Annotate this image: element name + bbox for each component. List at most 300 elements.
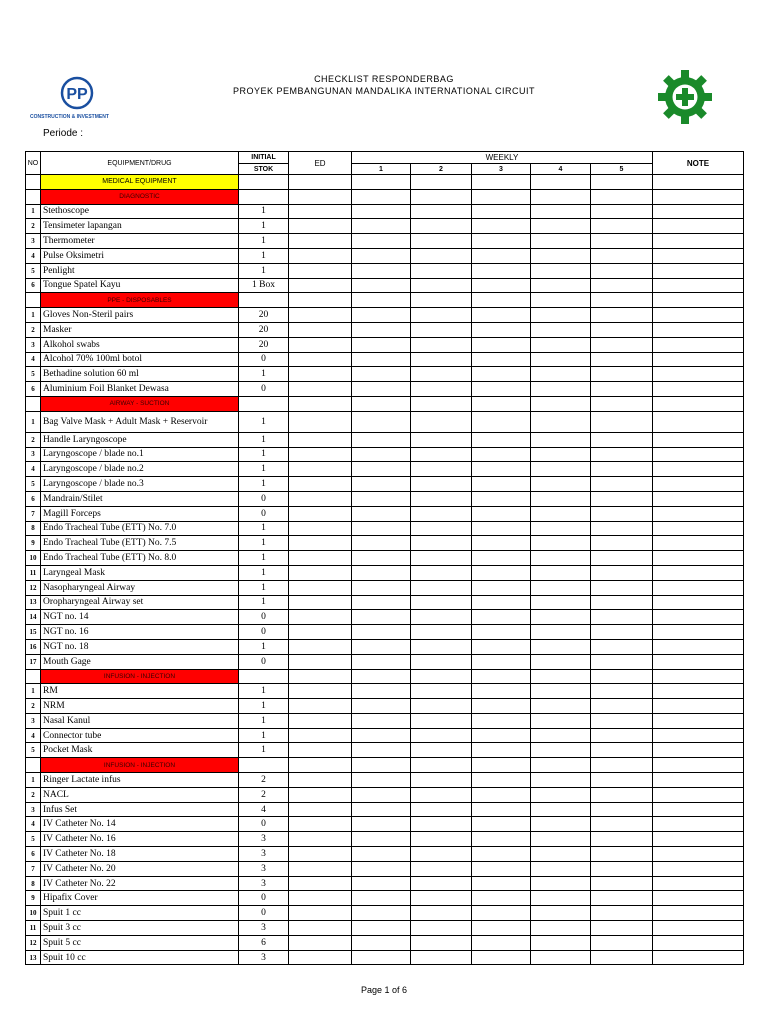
week-2-cell[interactable] xyxy=(411,891,472,906)
ed-cell[interactable] xyxy=(289,654,352,669)
ed-cell[interactable] xyxy=(289,802,352,817)
week-3-cell[interactable] xyxy=(472,891,531,906)
week-2-cell[interactable] xyxy=(411,278,472,293)
week-4-cell[interactable] xyxy=(531,580,591,595)
week-3-cell[interactable] xyxy=(472,308,531,323)
ed-cell[interactable] xyxy=(289,950,352,965)
note-cell[interactable] xyxy=(653,861,744,876)
week-3-cell[interactable] xyxy=(472,684,531,699)
note-cell[interactable] xyxy=(653,935,744,950)
week-2-cell[interactable] xyxy=(411,654,472,669)
week-2-cell[interactable] xyxy=(411,610,472,625)
week-1-cell[interactable] xyxy=(352,610,411,625)
week-4-cell[interactable] xyxy=(531,521,591,536)
week-3-cell[interactable] xyxy=(472,625,531,640)
week-5-cell[interactable] xyxy=(591,847,653,862)
ed-cell[interactable] xyxy=(289,610,352,625)
week-4-cell[interactable] xyxy=(531,861,591,876)
week-3-cell[interactable] xyxy=(472,506,531,521)
week-1-cell[interactable] xyxy=(352,477,411,492)
week-3-cell[interactable] xyxy=(472,950,531,965)
week-2-cell[interactable] xyxy=(411,551,472,566)
week-3-cell[interactable] xyxy=(472,876,531,891)
ed-cell[interactable] xyxy=(289,817,352,832)
week-5-cell[interactable] xyxy=(591,639,653,654)
week-4-cell[interactable] xyxy=(531,713,591,728)
week-1-cell[interactable] xyxy=(352,832,411,847)
week-1-cell[interactable] xyxy=(352,684,411,699)
week-2-cell[interactable] xyxy=(411,382,472,397)
note-cell[interactable] xyxy=(653,477,744,492)
week-4-cell[interactable] xyxy=(531,610,591,625)
week-3-cell[interactable] xyxy=(472,278,531,293)
week-3-cell[interactable] xyxy=(472,521,531,536)
week-1-cell[interactable] xyxy=(352,876,411,891)
week-5-cell[interactable] xyxy=(591,367,653,382)
week-1-cell[interactable] xyxy=(352,921,411,936)
ed-cell[interactable] xyxy=(289,565,352,580)
week-5-cell[interactable] xyxy=(591,352,653,367)
week-2-cell[interactable] xyxy=(411,308,472,323)
note-cell[interactable] xyxy=(653,625,744,640)
week-4-cell[interactable] xyxy=(531,802,591,817)
ed-cell[interactable] xyxy=(289,382,352,397)
week-2-cell[interactable] xyxy=(411,263,472,278)
week-4-cell[interactable] xyxy=(531,891,591,906)
week-3-cell[interactable] xyxy=(472,263,531,278)
week-3-cell[interactable] xyxy=(472,713,531,728)
week-5-cell[interactable] xyxy=(591,876,653,891)
ed-cell[interactable] xyxy=(289,580,352,595)
week-3-cell[interactable] xyxy=(472,580,531,595)
week-2-cell[interactable] xyxy=(411,367,472,382)
week-3-cell[interactable] xyxy=(472,861,531,876)
ed-cell[interactable] xyxy=(289,536,352,551)
note-cell[interactable] xyxy=(653,278,744,293)
week-3-cell[interactable] xyxy=(472,447,531,462)
week-5-cell[interactable] xyxy=(591,743,653,758)
week-4-cell[interactable] xyxy=(531,654,591,669)
note-cell[interactable] xyxy=(653,248,744,263)
note-cell[interactable] xyxy=(653,506,744,521)
week-2-cell[interactable] xyxy=(411,817,472,832)
note-cell[interactable] xyxy=(653,802,744,817)
week-2-cell[interactable] xyxy=(411,639,472,654)
week-5-cell[interactable] xyxy=(591,263,653,278)
week-4-cell[interactable] xyxy=(531,367,591,382)
ed-cell[interactable] xyxy=(289,832,352,847)
week-5-cell[interactable] xyxy=(591,521,653,536)
week-5-cell[interactable] xyxy=(591,308,653,323)
week-3-cell[interactable] xyxy=(472,352,531,367)
week-2-cell[interactable] xyxy=(411,684,472,699)
note-cell[interactable] xyxy=(653,263,744,278)
week-1-cell[interactable] xyxy=(352,625,411,640)
note-cell[interactable] xyxy=(653,322,744,337)
ed-cell[interactable] xyxy=(289,367,352,382)
week-2-cell[interactable] xyxy=(411,462,472,477)
week-2-cell[interactable] xyxy=(411,491,472,506)
note-cell[interactable] xyxy=(653,654,744,669)
week-3-cell[interactable] xyxy=(472,906,531,921)
note-cell[interactable] xyxy=(653,352,744,367)
week-3-cell[interactable] xyxy=(472,477,531,492)
week-3-cell[interactable] xyxy=(472,322,531,337)
note-cell[interactable] xyxy=(653,536,744,551)
ed-cell[interactable] xyxy=(289,263,352,278)
week-4-cell[interactable] xyxy=(531,234,591,249)
week-1-cell[interactable] xyxy=(352,713,411,728)
note-cell[interactable] xyxy=(653,447,744,462)
week-5-cell[interactable] xyxy=(591,565,653,580)
week-2-cell[interactable] xyxy=(411,861,472,876)
ed-cell[interactable] xyxy=(289,891,352,906)
week-1-cell[interactable] xyxy=(352,802,411,817)
ed-cell[interactable] xyxy=(289,773,352,788)
week-5-cell[interactable] xyxy=(591,684,653,699)
ed-cell[interactable] xyxy=(289,595,352,610)
week-1-cell[interactable] xyxy=(352,506,411,521)
note-cell[interactable] xyxy=(653,551,744,566)
week-3-cell[interactable] xyxy=(472,219,531,234)
week-2-cell[interactable] xyxy=(411,565,472,580)
week-4-cell[interactable] xyxy=(531,847,591,862)
week-5-cell[interactable] xyxy=(591,595,653,610)
week-3-cell[interactable] xyxy=(472,337,531,352)
week-4-cell[interactable] xyxy=(531,832,591,847)
week-5-cell[interactable] xyxy=(591,278,653,293)
ed-cell[interactable] xyxy=(289,876,352,891)
week-4-cell[interactable] xyxy=(531,204,591,219)
week-5-cell[interactable] xyxy=(591,832,653,847)
ed-cell[interactable] xyxy=(289,625,352,640)
week-4-cell[interactable] xyxy=(531,477,591,492)
ed-cell[interactable] xyxy=(289,477,352,492)
week-5-cell[interactable] xyxy=(591,935,653,950)
ed-cell[interactable] xyxy=(289,432,352,447)
week-1-cell[interactable] xyxy=(352,382,411,397)
week-5-cell[interactable] xyxy=(591,654,653,669)
note-cell[interactable] xyxy=(653,565,744,580)
week-4-cell[interactable] xyxy=(531,411,591,432)
week-2-cell[interactable] xyxy=(411,322,472,337)
note-cell[interactable] xyxy=(653,610,744,625)
week-2-cell[interactable] xyxy=(411,595,472,610)
week-5-cell[interactable] xyxy=(591,950,653,965)
week-4-cell[interactable] xyxy=(531,906,591,921)
note-cell[interactable] xyxy=(653,337,744,352)
week-5-cell[interactable] xyxy=(591,817,653,832)
note-cell[interactable] xyxy=(653,743,744,758)
note-cell[interactable] xyxy=(653,876,744,891)
ed-cell[interactable] xyxy=(289,728,352,743)
week-1-cell[interactable] xyxy=(352,521,411,536)
note-cell[interactable] xyxy=(653,773,744,788)
week-4-cell[interactable] xyxy=(531,728,591,743)
note-cell[interactable] xyxy=(653,521,744,536)
week-2-cell[interactable] xyxy=(411,625,472,640)
week-3-cell[interactable] xyxy=(472,728,531,743)
week-3-cell[interactable] xyxy=(472,610,531,625)
week-4-cell[interactable] xyxy=(531,536,591,551)
week-2-cell[interactable] xyxy=(411,713,472,728)
week-1-cell[interactable] xyxy=(352,352,411,367)
week-4-cell[interactable] xyxy=(531,308,591,323)
week-3-cell[interactable] xyxy=(472,432,531,447)
week-5-cell[interactable] xyxy=(591,447,653,462)
week-1-cell[interactable] xyxy=(352,447,411,462)
week-2-cell[interactable] xyxy=(411,432,472,447)
week-3-cell[interactable] xyxy=(472,248,531,263)
note-cell[interactable] xyxy=(653,847,744,862)
ed-cell[interactable] xyxy=(289,352,352,367)
week-2-cell[interactable] xyxy=(411,411,472,432)
note-cell[interactable] xyxy=(653,234,744,249)
week-3-cell[interactable] xyxy=(472,551,531,566)
week-4-cell[interactable] xyxy=(531,337,591,352)
week-4-cell[interactable] xyxy=(531,684,591,699)
week-5-cell[interactable] xyxy=(591,477,653,492)
week-2-cell[interactable] xyxy=(411,447,472,462)
note-cell[interactable] xyxy=(653,219,744,234)
week-2-cell[interactable] xyxy=(411,773,472,788)
week-2-cell[interactable] xyxy=(411,337,472,352)
week-5-cell[interactable] xyxy=(591,382,653,397)
week-5-cell[interactable] xyxy=(591,506,653,521)
week-1-cell[interactable] xyxy=(352,950,411,965)
week-2-cell[interactable] xyxy=(411,536,472,551)
ed-cell[interactable] xyxy=(289,337,352,352)
week-3-cell[interactable] xyxy=(472,565,531,580)
ed-cell[interactable] xyxy=(289,921,352,936)
week-3-cell[interactable] xyxy=(472,817,531,832)
week-5-cell[interactable] xyxy=(591,625,653,640)
week-1-cell[interactable] xyxy=(352,536,411,551)
week-2-cell[interactable] xyxy=(411,580,472,595)
week-4-cell[interactable] xyxy=(531,447,591,462)
ed-cell[interactable] xyxy=(289,204,352,219)
week-1-cell[interactable] xyxy=(352,654,411,669)
week-2-cell[interactable] xyxy=(411,477,472,492)
note-cell[interactable] xyxy=(653,891,744,906)
ed-cell[interactable] xyxy=(289,462,352,477)
note-cell[interactable] xyxy=(653,639,744,654)
week-1-cell[interactable] xyxy=(352,743,411,758)
week-5-cell[interactable] xyxy=(591,580,653,595)
week-2-cell[interactable] xyxy=(411,234,472,249)
week-5-cell[interactable] xyxy=(591,551,653,566)
week-5-cell[interactable] xyxy=(591,432,653,447)
note-cell[interactable] xyxy=(653,921,744,936)
note-cell[interactable] xyxy=(653,699,744,714)
week-3-cell[interactable] xyxy=(472,595,531,610)
week-2-cell[interactable] xyxy=(411,876,472,891)
week-1-cell[interactable] xyxy=(352,580,411,595)
week-5-cell[interactable] xyxy=(591,921,653,936)
week-1-cell[interactable] xyxy=(352,367,411,382)
note-cell[interactable] xyxy=(653,817,744,832)
ed-cell[interactable] xyxy=(289,308,352,323)
week-2-cell[interactable] xyxy=(411,728,472,743)
week-4-cell[interactable] xyxy=(531,935,591,950)
week-3-cell[interactable] xyxy=(472,639,531,654)
week-4-cell[interactable] xyxy=(531,565,591,580)
week-3-cell[interactable] xyxy=(472,699,531,714)
week-2-cell[interactable] xyxy=(411,699,472,714)
ed-cell[interactable] xyxy=(289,551,352,566)
week-1-cell[interactable] xyxy=(352,699,411,714)
week-1-cell[interactable] xyxy=(352,462,411,477)
ed-cell[interactable] xyxy=(289,278,352,293)
note-cell[interactable] xyxy=(653,728,744,743)
week-1-cell[interactable] xyxy=(352,891,411,906)
week-1-cell[interactable] xyxy=(352,248,411,263)
ed-cell[interactable] xyxy=(289,684,352,699)
week-5-cell[interactable] xyxy=(591,728,653,743)
week-1-cell[interactable] xyxy=(352,551,411,566)
week-2-cell[interactable] xyxy=(411,248,472,263)
ed-cell[interactable] xyxy=(289,521,352,536)
week-3-cell[interactable] xyxy=(472,411,531,432)
week-3-cell[interactable] xyxy=(472,847,531,862)
note-cell[interactable] xyxy=(653,595,744,610)
note-cell[interactable] xyxy=(653,367,744,382)
ed-cell[interactable] xyxy=(289,861,352,876)
week-3-cell[interactable] xyxy=(472,536,531,551)
week-4-cell[interactable] xyxy=(531,248,591,263)
week-3-cell[interactable] xyxy=(472,382,531,397)
ed-cell[interactable] xyxy=(289,847,352,862)
ed-cell[interactable] xyxy=(289,322,352,337)
week-3-cell[interactable] xyxy=(472,832,531,847)
week-4-cell[interactable] xyxy=(531,462,591,477)
week-1-cell[interactable] xyxy=(352,337,411,352)
week-4-cell[interactable] xyxy=(531,639,591,654)
week-4-cell[interactable] xyxy=(531,278,591,293)
week-2-cell[interactable] xyxy=(411,521,472,536)
week-3-cell[interactable] xyxy=(472,802,531,817)
week-5-cell[interactable] xyxy=(591,322,653,337)
week-2-cell[interactable] xyxy=(411,352,472,367)
week-4-cell[interactable] xyxy=(531,352,591,367)
ed-cell[interactable] xyxy=(289,411,352,432)
week-1-cell[interactable] xyxy=(352,861,411,876)
note-cell[interactable] xyxy=(653,787,744,802)
week-3-cell[interactable] xyxy=(472,787,531,802)
week-4-cell[interactable] xyxy=(531,551,591,566)
note-cell[interactable] xyxy=(653,713,744,728)
week-4-cell[interactable] xyxy=(531,432,591,447)
note-cell[interactable] xyxy=(653,462,744,477)
note-cell[interactable] xyxy=(653,491,744,506)
ed-cell[interactable] xyxy=(289,935,352,950)
week-5-cell[interactable] xyxy=(591,491,653,506)
week-4-cell[interactable] xyxy=(531,382,591,397)
week-1-cell[interactable] xyxy=(352,322,411,337)
ed-cell[interactable] xyxy=(289,906,352,921)
week-2-cell[interactable] xyxy=(411,906,472,921)
week-1-cell[interactable] xyxy=(352,411,411,432)
ed-cell[interactable] xyxy=(289,219,352,234)
week-1-cell[interactable] xyxy=(352,639,411,654)
week-5-cell[interactable] xyxy=(591,802,653,817)
week-1-cell[interactable] xyxy=(352,728,411,743)
week-1-cell[interactable] xyxy=(352,263,411,278)
week-1-cell[interactable] xyxy=(352,491,411,506)
week-5-cell[interactable] xyxy=(591,787,653,802)
week-1-cell[interactable] xyxy=(352,787,411,802)
week-5-cell[interactable] xyxy=(591,699,653,714)
week-1-cell[interactable] xyxy=(352,308,411,323)
week-5-cell[interactable] xyxy=(591,204,653,219)
ed-cell[interactable] xyxy=(289,743,352,758)
week-4-cell[interactable] xyxy=(531,773,591,788)
week-2-cell[interactable] xyxy=(411,204,472,219)
week-3-cell[interactable] xyxy=(472,491,531,506)
week-5-cell[interactable] xyxy=(591,219,653,234)
week-4-cell[interactable] xyxy=(531,506,591,521)
week-5-cell[interactable] xyxy=(591,337,653,352)
ed-cell[interactable] xyxy=(289,234,352,249)
week-4-cell[interactable] xyxy=(531,322,591,337)
week-3-cell[interactable] xyxy=(472,367,531,382)
week-4-cell[interactable] xyxy=(531,219,591,234)
note-cell[interactable] xyxy=(653,906,744,921)
week-4-cell[interactable] xyxy=(531,921,591,936)
note-cell[interactable] xyxy=(653,432,744,447)
ed-cell[interactable] xyxy=(289,248,352,263)
week-4-cell[interactable] xyxy=(531,787,591,802)
week-5-cell[interactable] xyxy=(591,411,653,432)
week-3-cell[interactable] xyxy=(472,935,531,950)
week-1-cell[interactable] xyxy=(352,935,411,950)
week-5-cell[interactable] xyxy=(591,861,653,876)
week-3-cell[interactable] xyxy=(472,743,531,758)
ed-cell[interactable] xyxy=(289,699,352,714)
week-1-cell[interactable] xyxy=(352,817,411,832)
week-1-cell[interactable] xyxy=(352,565,411,580)
week-5-cell[interactable] xyxy=(591,713,653,728)
week-1-cell[interactable] xyxy=(352,847,411,862)
week-1-cell[interactable] xyxy=(352,432,411,447)
week-1-cell[interactable] xyxy=(352,219,411,234)
ed-cell[interactable] xyxy=(289,713,352,728)
week-1-cell[interactable] xyxy=(352,204,411,219)
week-2-cell[interactable] xyxy=(411,832,472,847)
week-5-cell[interactable] xyxy=(591,891,653,906)
week-2-cell[interactable] xyxy=(411,847,472,862)
week-1-cell[interactable] xyxy=(352,234,411,249)
week-5-cell[interactable] xyxy=(591,610,653,625)
week-5-cell[interactable] xyxy=(591,248,653,263)
ed-cell[interactable] xyxy=(289,787,352,802)
week-1-cell[interactable] xyxy=(352,278,411,293)
week-2-cell[interactable] xyxy=(411,787,472,802)
week-2-cell[interactable] xyxy=(411,219,472,234)
note-cell[interactable] xyxy=(653,411,744,432)
week-4-cell[interactable] xyxy=(531,595,591,610)
week-4-cell[interactable] xyxy=(531,491,591,506)
note-cell[interactable] xyxy=(653,308,744,323)
week-5-cell[interactable] xyxy=(591,234,653,249)
week-1-cell[interactable] xyxy=(352,906,411,921)
week-4-cell[interactable] xyxy=(531,263,591,278)
week-5-cell[interactable] xyxy=(591,462,653,477)
week-4-cell[interactable] xyxy=(531,876,591,891)
week-4-cell[interactable] xyxy=(531,625,591,640)
week-2-cell[interactable] xyxy=(411,935,472,950)
week-4-cell[interactable] xyxy=(531,743,591,758)
